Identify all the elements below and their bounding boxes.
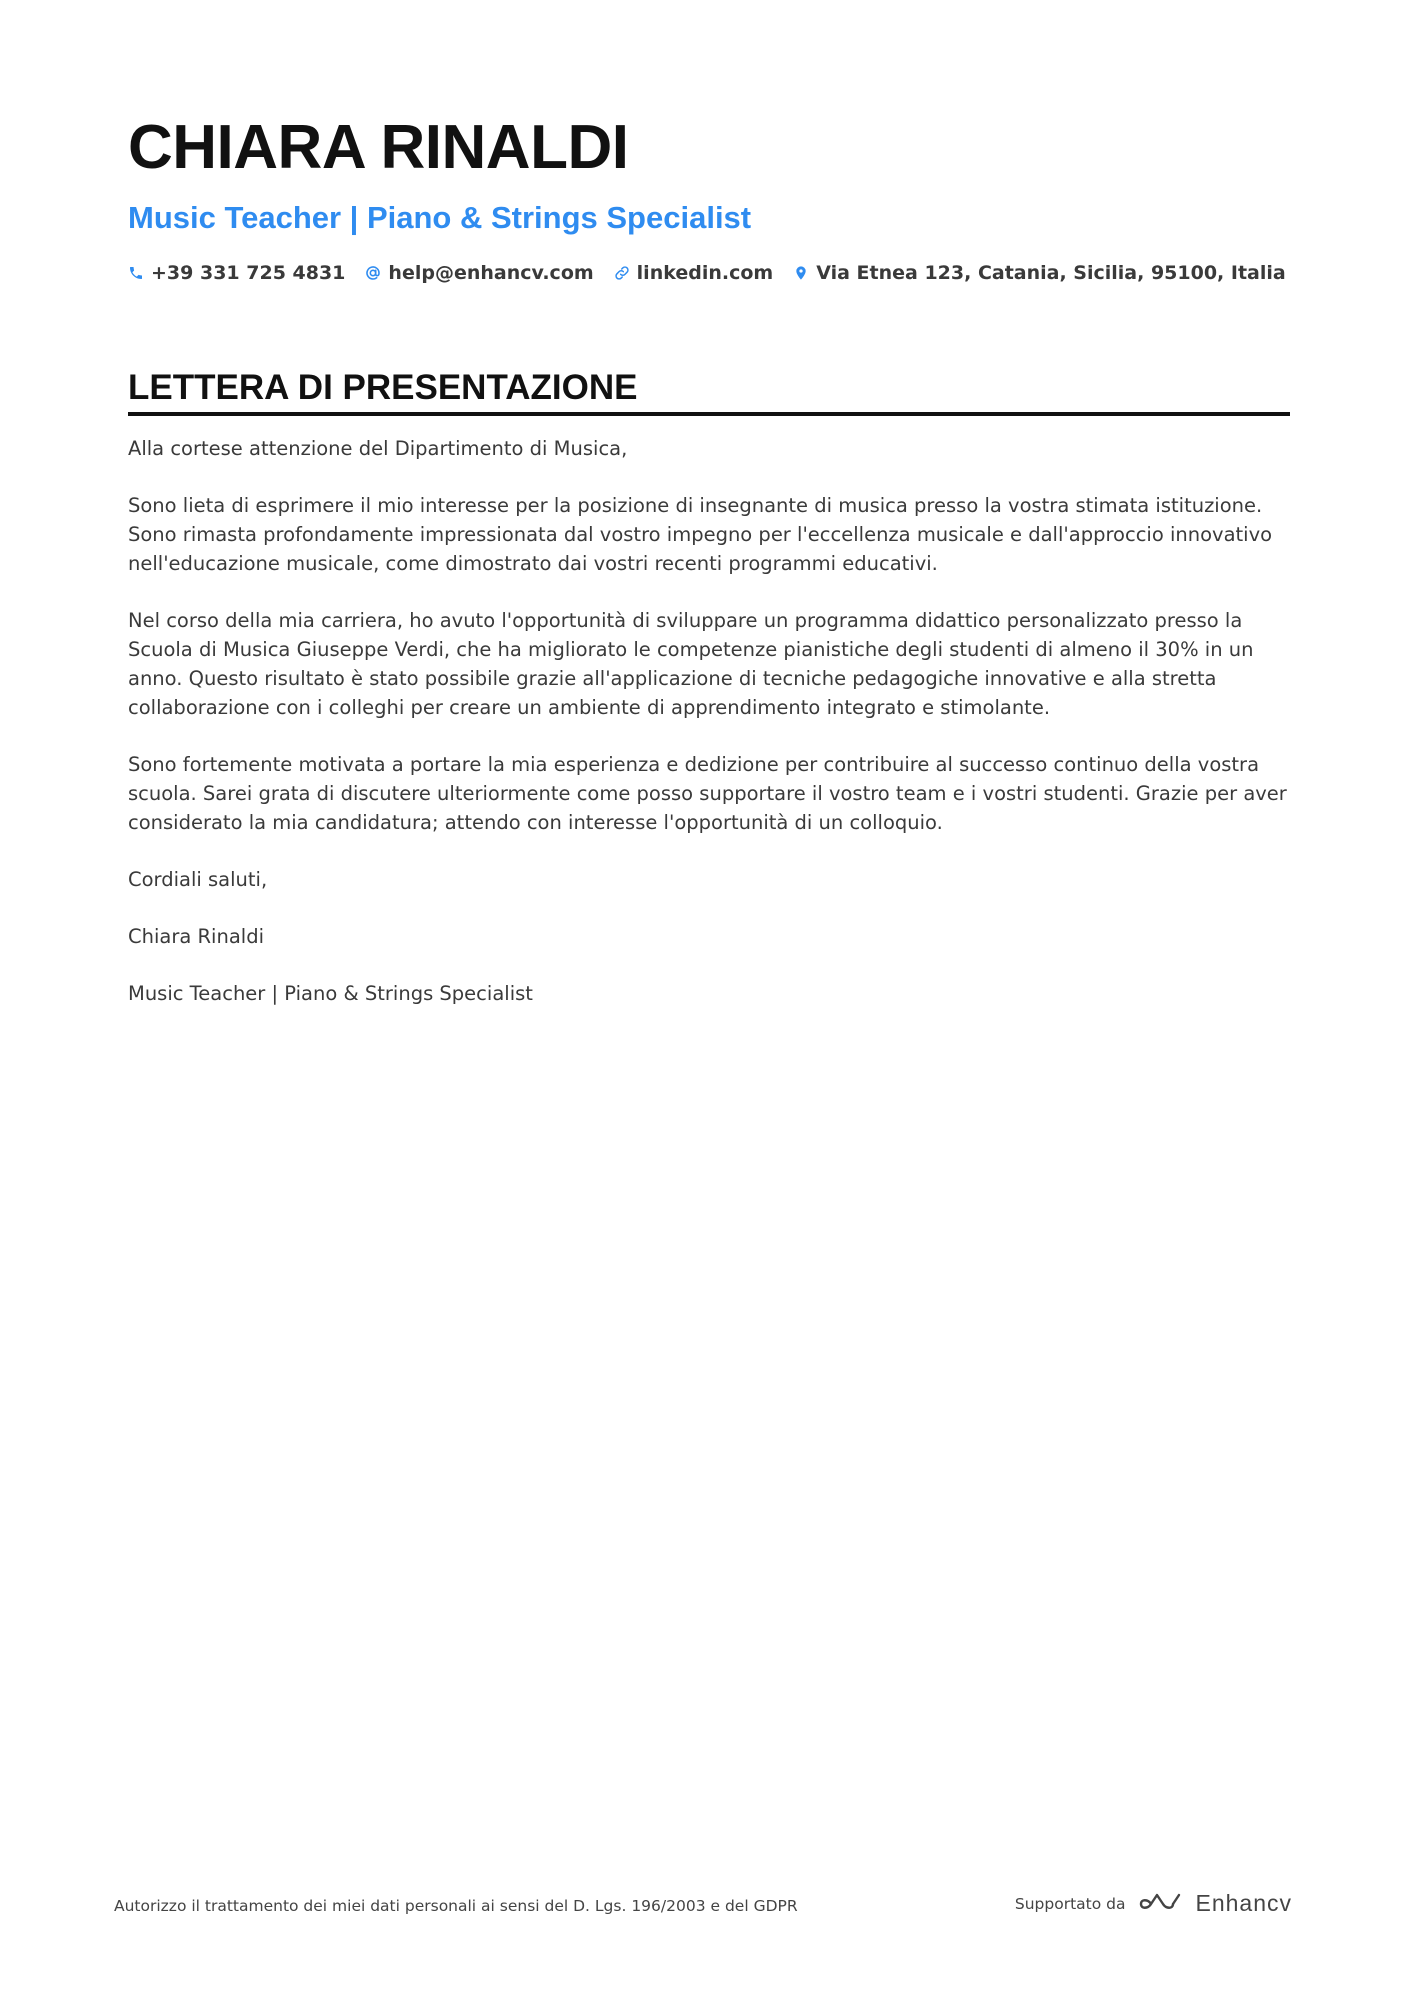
signature-title: Music Teacher | Piano & Strings Specialist: [128, 982, 533, 1005]
linkedin-text: linkedin.com: [636, 262, 774, 284]
section-title: LETTERA DI PRESENTAZIONE: [128, 366, 1290, 416]
contact-bar: [128, 260, 1290, 286]
letter-paragraph: Sono lieta di esprimere il mio interesse per la posizione di insegnante di musica presso la vostra stimata istituzione. Sono rimasta profondamente impressionata dal vostro impegno per l'eccellenza musicale e dall'approccio innovativo nell'educazione musicale, come dimostrato dai vostri recenti programmi educativi.: [128, 494, 1273, 575]
letter-salutation: Alla cortese attenzione del Dipartimento di Musica,: [128, 437, 628, 460]
powered-by-label: Supportato da: [1014, 1894, 1126, 1913]
brand-name: Enhancv: [1195, 1890, 1292, 1916]
letter-closing: Cordiali saluti,: [128, 868, 268, 891]
candidate-name: CHIARA RINALDI: [128, 113, 629, 182]
at-icon: [365, 265, 381, 281]
powered-by[interactable]: [1015, 1890, 1292, 1917]
email-text: help@enhancv.com: [388, 262, 594, 284]
signature-name: Chiara Rinaldi: [128, 925, 264, 948]
letter-paragraph: Sono fortemente motivata a portare la mia esperienza e dedizione per contribuire al successo continuo della vostra scuola. Sarei grata di discutere ulteriormente come posso supportare il vostro team e i vostri studenti. Grazie per aver considerato la mia candidatura; attendo con interesse l'opportunità di un colloquio.: [128, 753, 1287, 834]
contact-linkedin[interactable]: [614, 260, 774, 286]
cover-letter-section: [128, 366, 1290, 1036]
letter-body: [128, 434, 1290, 1008]
header: [128, 112, 1290, 286]
enhancv-logo-icon: [1137, 1891, 1183, 1917]
contact-address: [793, 260, 1286, 286]
link-icon: [614, 265, 630, 281]
address-text: Via Etnea 123, Catania, Sicilia, 95100, Italia: [816, 262, 1286, 284]
phone-text: +39 331 725 4831: [151, 262, 346, 284]
privacy-consent: Autorizzo il trattamento dei miei dati personali ai sensi del D. Lgs. 196/2003 e del GDPR: [114, 1897, 798, 1915]
phone-icon: [128, 265, 144, 281]
contact-email[interactable]: [365, 260, 593, 286]
location-pin-icon: [793, 265, 809, 281]
letter-paragraph: Nel corso della mia carriera, ho avuto l'opportunità di sviluppare un programma didattico personalizzato presso la Scuola di Musica Giuseppe Verdi, che ha migliorato le competenze pianistiche degli studenti di almeno il 30% in un anno. Questo risultato è stato possibile grazie all'applicazione di tecniche pedagogiche innovative e alla stretta collaborazione con i colleghi per creare un ambiente di apprendimento integrato e stimolante.: [128, 609, 1254, 719]
candidate-title: Music Teacher | Piano & Strings Specialist: [128, 200, 752, 235]
contact-phone[interactable]: [128, 260, 345, 286]
